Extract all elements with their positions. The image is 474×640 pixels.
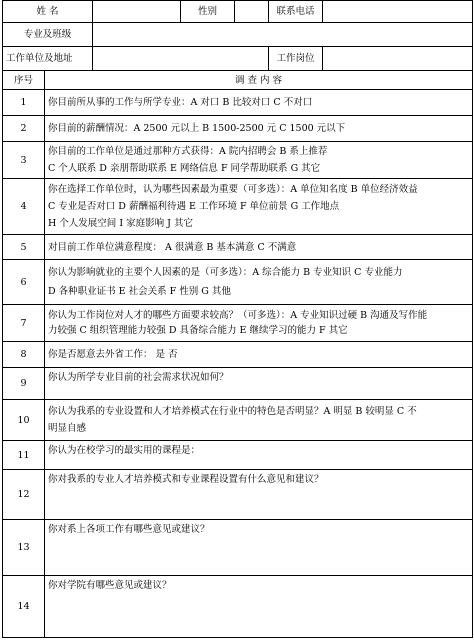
- workplace-label: 工作单位及地址: [3, 47, 93, 71]
- name-label: 姓 名: [3, 1, 93, 23]
- question-line[interactable]: 你对系上各项工作有哪些意见或建议？: [45, 520, 473, 576]
- major-class-label: 专业及班级: [3, 23, 93, 47]
- question-line: H 个人发展空间 I 家庭影响 J 其它: [48, 218, 193, 229]
- question-line[interactable]: 对目前工作单位满意程度： A 很满意 B 基本满意 C 不满意: [45, 235, 473, 260]
- col-header-content: 调 查 内 容: [45, 71, 473, 90]
- row-number: 13: [3, 520, 45, 576]
- position-field[interactable]: [323, 47, 473, 71]
- question-cell[interactable]: [45, 260, 473, 305]
- question-cell[interactable]: [45, 305, 473, 342]
- question-line: D 各种职业证书 E 社会关系 F 性别 G 其他: [48, 286, 231, 297]
- question-line: C 专业是否对口 D 薪酬福利待遇 E 工作环境 F 单位前景 G 工作地点: [48, 201, 340, 212]
- question-cell[interactable]: [45, 179, 473, 235]
- row-number: 14: [3, 576, 45, 638]
- row-number: 9: [3, 368, 45, 400]
- question-line: 你目前的工作单位是通过那种方式获得：A 院内招聘会 B 系上推荐: [48, 146, 328, 157]
- position-label: 工作岗位: [269, 47, 323, 71]
- table-row: [3, 305, 473, 342]
- row-number: 8: [3, 342, 45, 368]
- table-row: [3, 260, 473, 305]
- table-row: [3, 470, 473, 520]
- row-number: 6: [3, 260, 45, 305]
- question-cell[interactable]: [45, 400, 473, 441]
- table-row: [3, 576, 473, 638]
- row-number: 10: [3, 400, 45, 441]
- question-line[interactable]: 你认为所学专业目前的社会需求状况如何？: [45, 368, 473, 400]
- header-table: [2, 0, 473, 71]
- row-number: 4: [3, 179, 45, 235]
- survey-table: [2, 70, 473, 638]
- row-number: 1: [3, 90, 45, 116]
- table-row: [3, 235, 473, 260]
- table-row: [3, 368, 473, 400]
- phone-field[interactable]: [323, 1, 473, 23]
- table-row: [3, 90, 473, 116]
- question-line: 你在选择工作单位时，认为哪些因素最为重要（可多选）：A 单位知名度 B 单位经济效益: [48, 184, 418, 195]
- question-line[interactable]: 你目前的薪酬情况：A 2500 元以上 B 1500-2500 元 C 1500 元以下: [45, 116, 473, 142]
- question-line: 明显自感: [48, 423, 87, 434]
- gender-field[interactable]: [235, 1, 269, 23]
- question-line: 力较强 C 组织管理能力较强 D 具备综合能力 E 继续学习的能力 F 其它: [48, 325, 348, 336]
- question-cell[interactable]: [45, 142, 473, 179]
- name-field[interactable]: [93, 1, 181, 23]
- row-number: 2: [3, 116, 45, 142]
- row-number: 5: [3, 235, 45, 260]
- question-line: 你认为工作岗位对人才的哪些方面要求较高？（可多选）：A 专业知识过硬 B 沟通及写作能: [48, 310, 428, 321]
- question-line[interactable]: 你对我系的专业人才培养模式和专业课程设置有什么意见和建议？: [45, 470, 473, 520]
- table-row: [3, 441, 473, 470]
- question-line: C 个人联系 D 亲朋帮助联系 E 网络信息 F 同学帮助联系 G 其它: [48, 163, 321, 174]
- row-number: 7: [3, 305, 45, 342]
- row-number: 11: [3, 441, 45, 470]
- question-line[interactable]: 你认为在校学习的最实用的课程是：: [45, 441, 473, 470]
- question-line: 你认为我系的专业设置和人才培养模式在行业中的特色是否明显？A 明显 B 较明显 C 不: [48, 406, 417, 417]
- phone-label: 联系电话: [269, 1, 323, 23]
- gender-label: 性别: [181, 1, 235, 23]
- table-row: [3, 520, 473, 576]
- major-class-field[interactable]: [93, 23, 473, 47]
- table-row: [3, 342, 473, 368]
- row-number: 3: [3, 142, 45, 179]
- col-header-num: 序号: [3, 71, 45, 90]
- question-line: 你认为影响就业的主要个人因素的是（可多选）：A 综合能力 B 专业知识 C 专业能力: [48, 267, 403, 278]
- question-line[interactable]: 你是否愿意去外省工作： 是 否: [45, 342, 473, 368]
- question-line[interactable]: 你目前所从事的工作与所学专业：A 对口 B 比较对口 C 不对口: [45, 90, 473, 116]
- table-row: [3, 116, 473, 142]
- table-row: [3, 179, 473, 235]
- question-line[interactable]: 你对学院有哪些意见或建议？: [45, 576, 473, 638]
- table-row: [3, 400, 473, 441]
- row-number: 12: [3, 470, 45, 520]
- workplace-field[interactable]: [93, 47, 269, 71]
- table-row: [3, 142, 473, 179]
